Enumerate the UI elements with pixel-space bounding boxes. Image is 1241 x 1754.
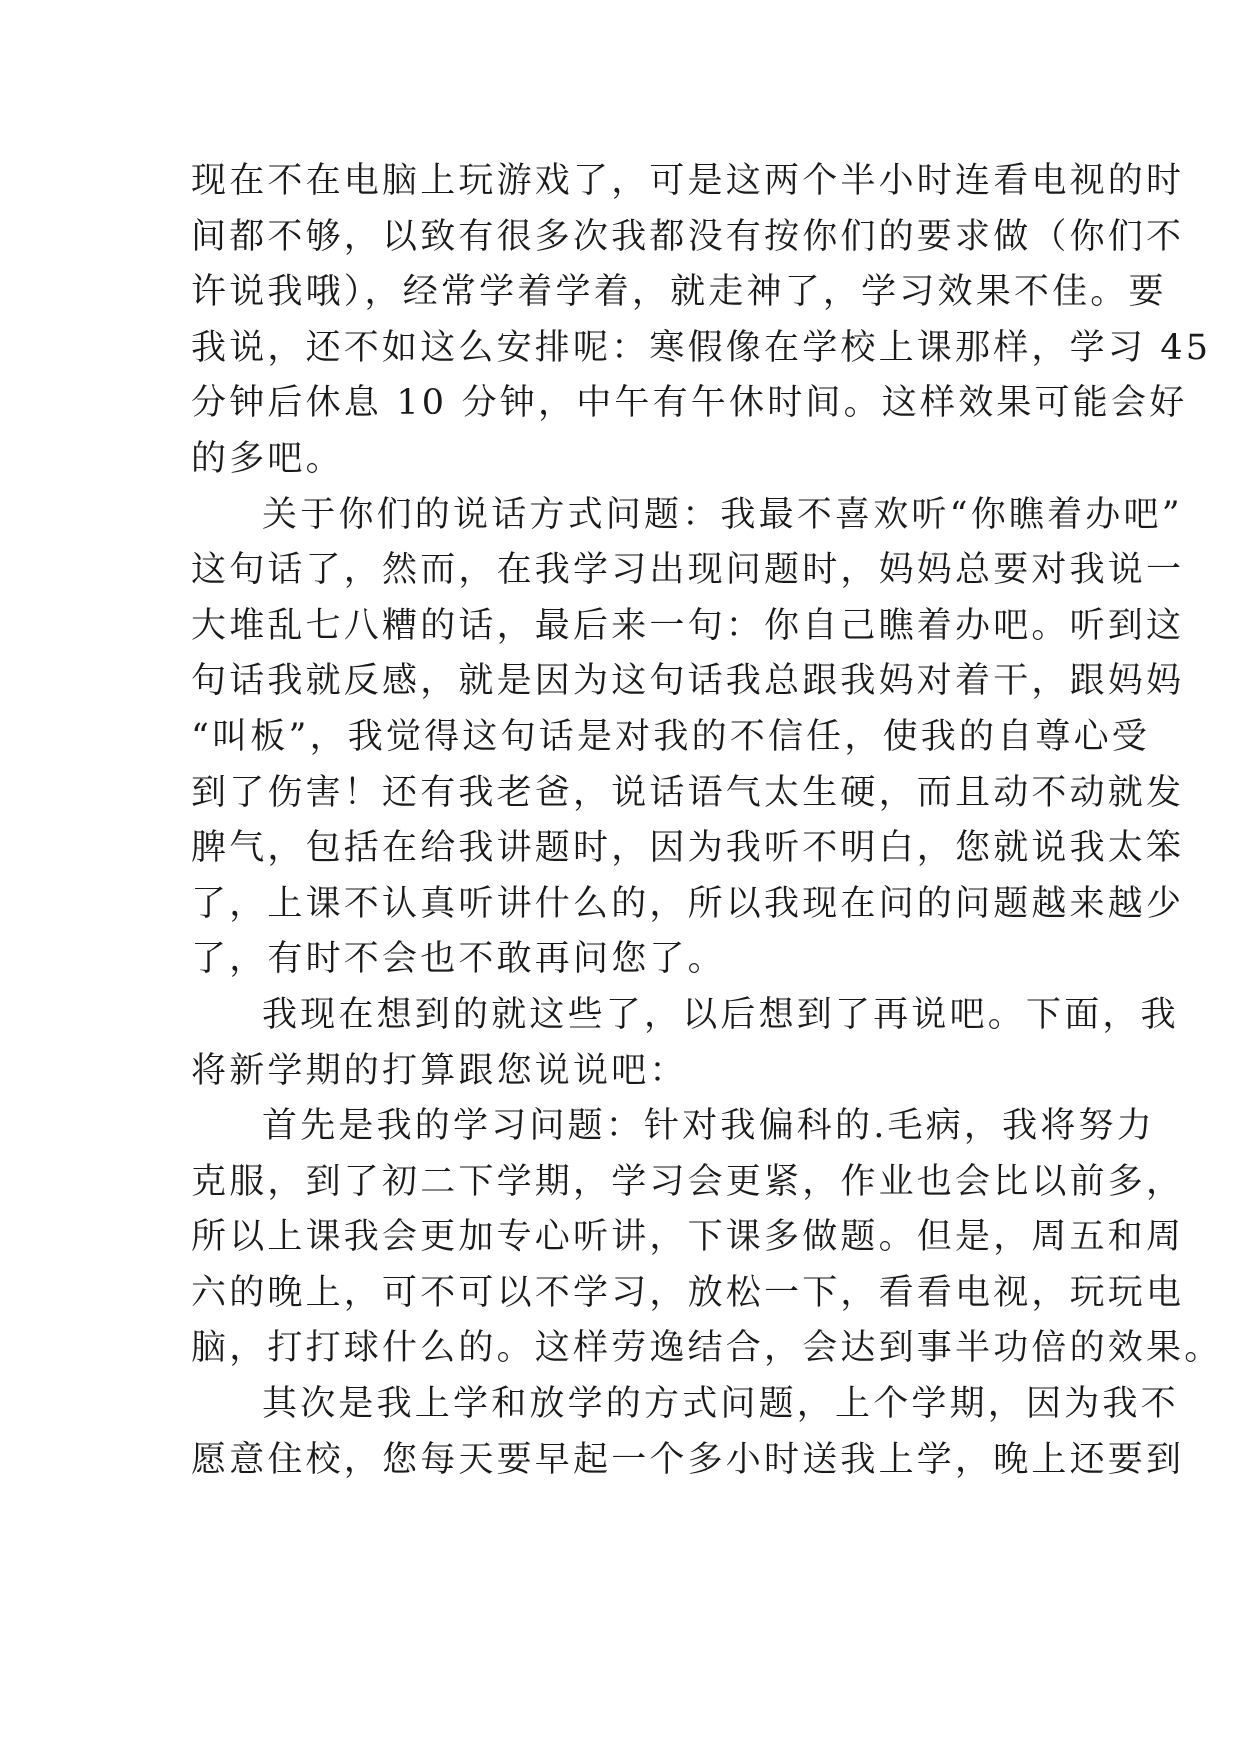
text-line: 间都不够，以致有很多次我都没有按你们的要求做（你们不: [191, 216, 1185, 257]
text-line: 脾气，包括在给我讲题时，因为我听不明白，您就说我太笨: [191, 828, 1185, 869]
text-line: 许说我哦），经常学着学着，就走神了，学习效果不佳。要: [191, 272, 1167, 313]
text-line: 愿意住校，您每天要早起一个多小时送我上学，晚上还要到: [191, 1439, 1185, 1480]
text-line: 分钟后休息 10 分钟，中午有午休时间。这样效果可能会好: [191, 383, 1188, 424]
text-line: 的多吧。: [191, 438, 344, 479]
text-line: 脑，打打球什么的。这样劳逸结合，会达到事半功倍的效果。: [191, 1328, 1223, 1369]
document-body: [191, 154, 1223, 1488]
text-line: 了，上课不认真听讲什么的，所以我现在问的问题越来越少: [191, 883, 1185, 924]
text-line: 我说，还不如这么安排呢：寒假像在学校上课那样，学习 45: [191, 327, 1212, 368]
text-line: 句话我就反感，就是因为这句话我总跟我妈对着干，跟妈妈: [191, 661, 1185, 702]
text-line: 将新学期的打算跟您说说吧：: [191, 1050, 688, 1091]
text-line: 大堆乱七八糟的话，最后来一句：你自己瞧着办吧。听到这: [191, 605, 1185, 646]
text-line: 这句话了，然而，在我学习出现问题时，妈妈总要对我说一: [191, 550, 1185, 591]
text-line: 了，有时不会也不敢再问您了。: [191, 939, 726, 980]
text-line: 我现在想到的就这些了，以后想到了再说吧。下面，我: [262, 994, 1179, 1035]
text-line: 现在不在电脑上玩游戏了，可是这两个半小时连看电视的时: [191, 161, 1185, 201]
text-line: 所以上课我会更加专心听讲，下课多做题。但是，周五和周: [191, 1217, 1185, 1258]
text-line: 到了伤害！还有我老爸，说话语气太生硬，而且动不动就发: [191, 772, 1185, 813]
text-line: 其次是我上学和放学的方式问题，上个学期，因为我不: [262, 1384, 1179, 1425]
text-line: 关于你们的说话方式问题：我最不喜欢听“你瞧着办吧”: [262, 494, 1183, 535]
text-line: 首先是我的学习问题：针对我偏科的.毛病，我将努力: [262, 1106, 1155, 1147]
text-line: “叫板”，我觉得这句话是对我的不信任，使我的自尊心受: [191, 716, 1150, 757]
text-line: 克服，到了初二下学期，学习会更紧，作业也会比以前多，: [191, 1161, 1185, 1202]
text-line: 六的晚上，可不可以不学习，放松一下，看看电视，玩玩电: [191, 1272, 1185, 1313]
